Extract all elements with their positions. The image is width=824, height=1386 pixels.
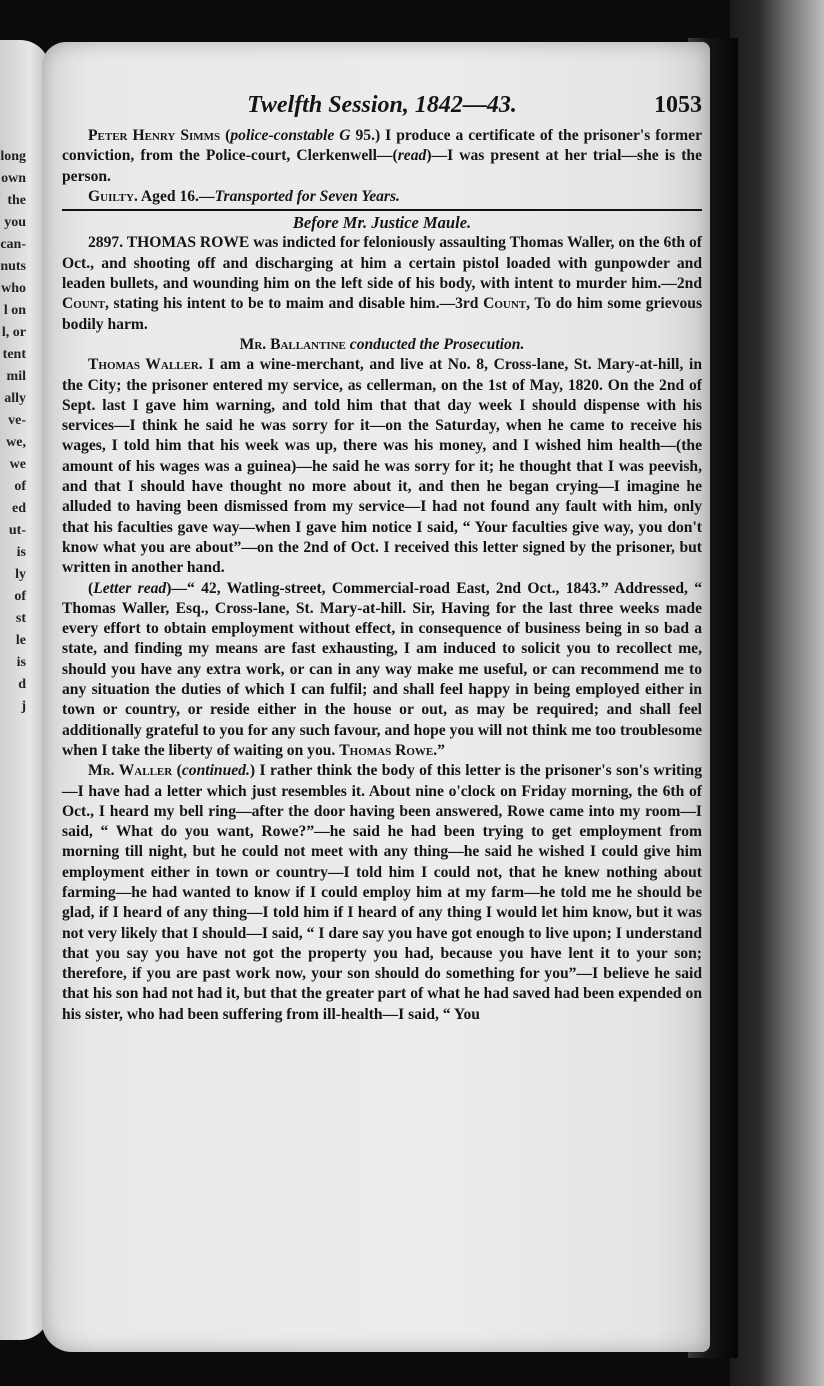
text-segment: , stating his intent to be to maim and disable him.—3rd: [105, 295, 484, 313]
left-page-fragment: we,: [6, 435, 26, 450]
left-page-fragment: j: [21, 699, 26, 714]
text-segment: )—I was present at her trial—she is the person.: [62, 147, 702, 185]
text-segment: Before Mr. Justice Maule.: [292, 213, 472, 233]
left-page-fragment: is: [16, 655, 26, 670]
paragraph: [62, 126, 702, 187]
left-page-fragment: st: [15, 611, 26, 626]
background-right: [730, 0, 824, 1386]
paragraph: [62, 335, 702, 355]
left-page-fragment: is: [16, 545, 26, 560]
left-page-fragment: ve-: [8, 413, 26, 428]
left-page-fragment: you: [4, 215, 26, 230]
paragraph: [62, 233, 702, 334]
text-segment: ) I rather think the body of this letter is the prisoner's son's writing—I have had a letter which just resembles it. About nine o'clock on Friday morning, the 6th of Oct., I heard my bell ring—after the door having been answered, Rowe came into my room—I said, “ What do you want, Rowe?”—he said he had been trying to get employment from morning till night, but he could not meet with any thing—he said he wished I could give him employment either in town or country—I told him I could not, that he knew nothing about farming—he had wanted to know if I could employ him at my farm—he told me he should be glad, if I heard of any thing—I told him if I heard of any thing I would let him know, but it was not very likely that I should—I said, “ I dare say you have got enough to live upon; I understand that you say you have not got the property you had, because you have lent it to your son; therefore, if you are past work now, your son should do something for you”—I believe he said that his son had not had it, but that the greater part of what he had saved had been expended on his sister, who had been suffering from ill-health—I said, “ You: [62, 762, 703, 1023]
text-segment: (: [88, 579, 94, 597]
text-segment: 2897. THOMAS ROWE was indicted for feloniously assaulting Thomas Waller, on the 6th of Oct., and shooting off and discharging at him a certain pistol loaded with gunpowder and leaden bullets, and wounding him on the left side of his body, with intent to murder him.—2nd: [62, 234, 702, 293]
left-page-fragment: ut-: [8, 523, 26, 538]
text-segment: Transported for Seven Years.: [214, 187, 400, 205]
left-page-fragment: own: [1, 171, 26, 186]
left-page-fragment: ed: [12, 501, 26, 516]
text-segment: conducted the Prosecution.: [345, 335, 525, 353]
text-segment: I am a wine-merchant, and live at No. 8, Cross-lane, St. Mary-at-hill, in the City; the prisoner entered my service, as cellerman, on the 1st of May, 1820. On the 2nd of Sept. last I gave him warning, and told him that that day week I should dispense with his services—I think he said he was sorry for it—on the Saturday, when he came to receive his wages, I told him that his week was up, there was his money, and I wished him health—(the amount of his wages was a guinea)—he said he was sorry for it; he thought that I was peevish, and that I should have thought no more about it, and then he began crying—I imagine he alluded to having been dismissed from my service—I had not found any fault with him, only that his faculties gave way—when I gave him notice I said, “ Your faculties give way, you don't know what you are about”—on the 2nd of Oct. I received this letter signed by the prisoner, but written in another hand.: [62, 356, 702, 577]
left-page-fragment: can-: [0, 237, 26, 252]
paragraph: [62, 579, 702, 762]
left-page-fragment: tent: [2, 347, 26, 362]
left-page-fragment: of: [14, 479, 26, 494]
section-rule: [62, 209, 702, 211]
left-page-fragment: of: [14, 589, 26, 604]
page-number: 1053: [654, 92, 702, 118]
text-segment: police-constable G: [230, 127, 351, 144]
text-segment: continued.: [181, 762, 250, 780]
page-content: [62, 92, 702, 1025]
left-page-fragment: ly: [15, 567, 26, 582]
left-page-fragment: we: [9, 457, 26, 472]
left-page-fragment: l, or: [1, 325, 26, 340]
left-page-fragment: ally: [4, 391, 26, 406]
left-page-fragment: long: [0, 149, 26, 164]
left-page-fragment: le: [15, 633, 26, 648]
paragraph: [62, 187, 702, 207]
body-text: [62, 126, 702, 1025]
left-page-fragment: mil: [6, 369, 26, 384]
text-segment: Mr. Ballantine: [239, 335, 346, 353]
text-segment: Count: [483, 295, 527, 313]
text-segment: (: [220, 127, 231, 144]
text-segment: Mr. Waller: [88, 762, 173, 780]
book-page: [42, 42, 710, 1352]
text-segment: Aged 16.—: [137, 187, 215, 205]
paragraph: [62, 761, 702, 1025]
text-segment: Thomas Waller.: [88, 356, 203, 374]
text-segment: Peter Henry Simms: [88, 127, 221, 144]
left-page-fragment: who: [1, 281, 26, 296]
paragraph: [62, 355, 702, 578]
text-segment: Guilty.: [88, 187, 138, 205]
left-page-fragment: d: [18, 677, 26, 692]
text-segment: )—“ 42, Watling-street, Commercial-road East, 2nd Oct., 1843.” Addressed, “ Thomas Waller, Esq., Cross-lane, St. Mary-at-hill. Sir, Having for the last three weeks made every effort to obtain employment without effect, in consequence of business being in so bad a state, and finding my means are fast exhausting, I am induced to solicit you to recollect me, should you have any extra work, or can in any way make me useful, or can recommend me to any situation the duties of which I can fulfil; and shall feel happy in being employed either in town or country, or reside either in the house or out, as may be required; and shall feel additionally grateful to you for any such favour, and hope you will not think me too troublesome when I take the liberty of waiting on you.: [62, 579, 703, 759]
left-page-fragment: nuts: [0, 259, 26, 274]
text-segment: Letter read: [93, 579, 167, 597]
text-segment: .”: [433, 741, 445, 759]
left-page-fragment: l on: [3, 303, 26, 318]
text-segment: Count: [62, 295, 106, 313]
text-segment: 95.) I produce a certificate of the prisoner's former conviction, from the Police-court, Clerkenwell—(: [62, 127, 703, 165]
text-segment: , To do him some grievous bodily harm.: [62, 295, 703, 333]
running-header: [62, 92, 702, 122]
running-title: Twelfth Session, 1842—43.: [247, 92, 517, 118]
text-segment: read: [397, 147, 427, 165]
paragraph: [62, 213, 702, 233]
left-page-fragment: the: [7, 193, 26, 208]
text-segment: Thomas Rowe: [339, 741, 434, 759]
text-segment: (: [172, 762, 182, 780]
